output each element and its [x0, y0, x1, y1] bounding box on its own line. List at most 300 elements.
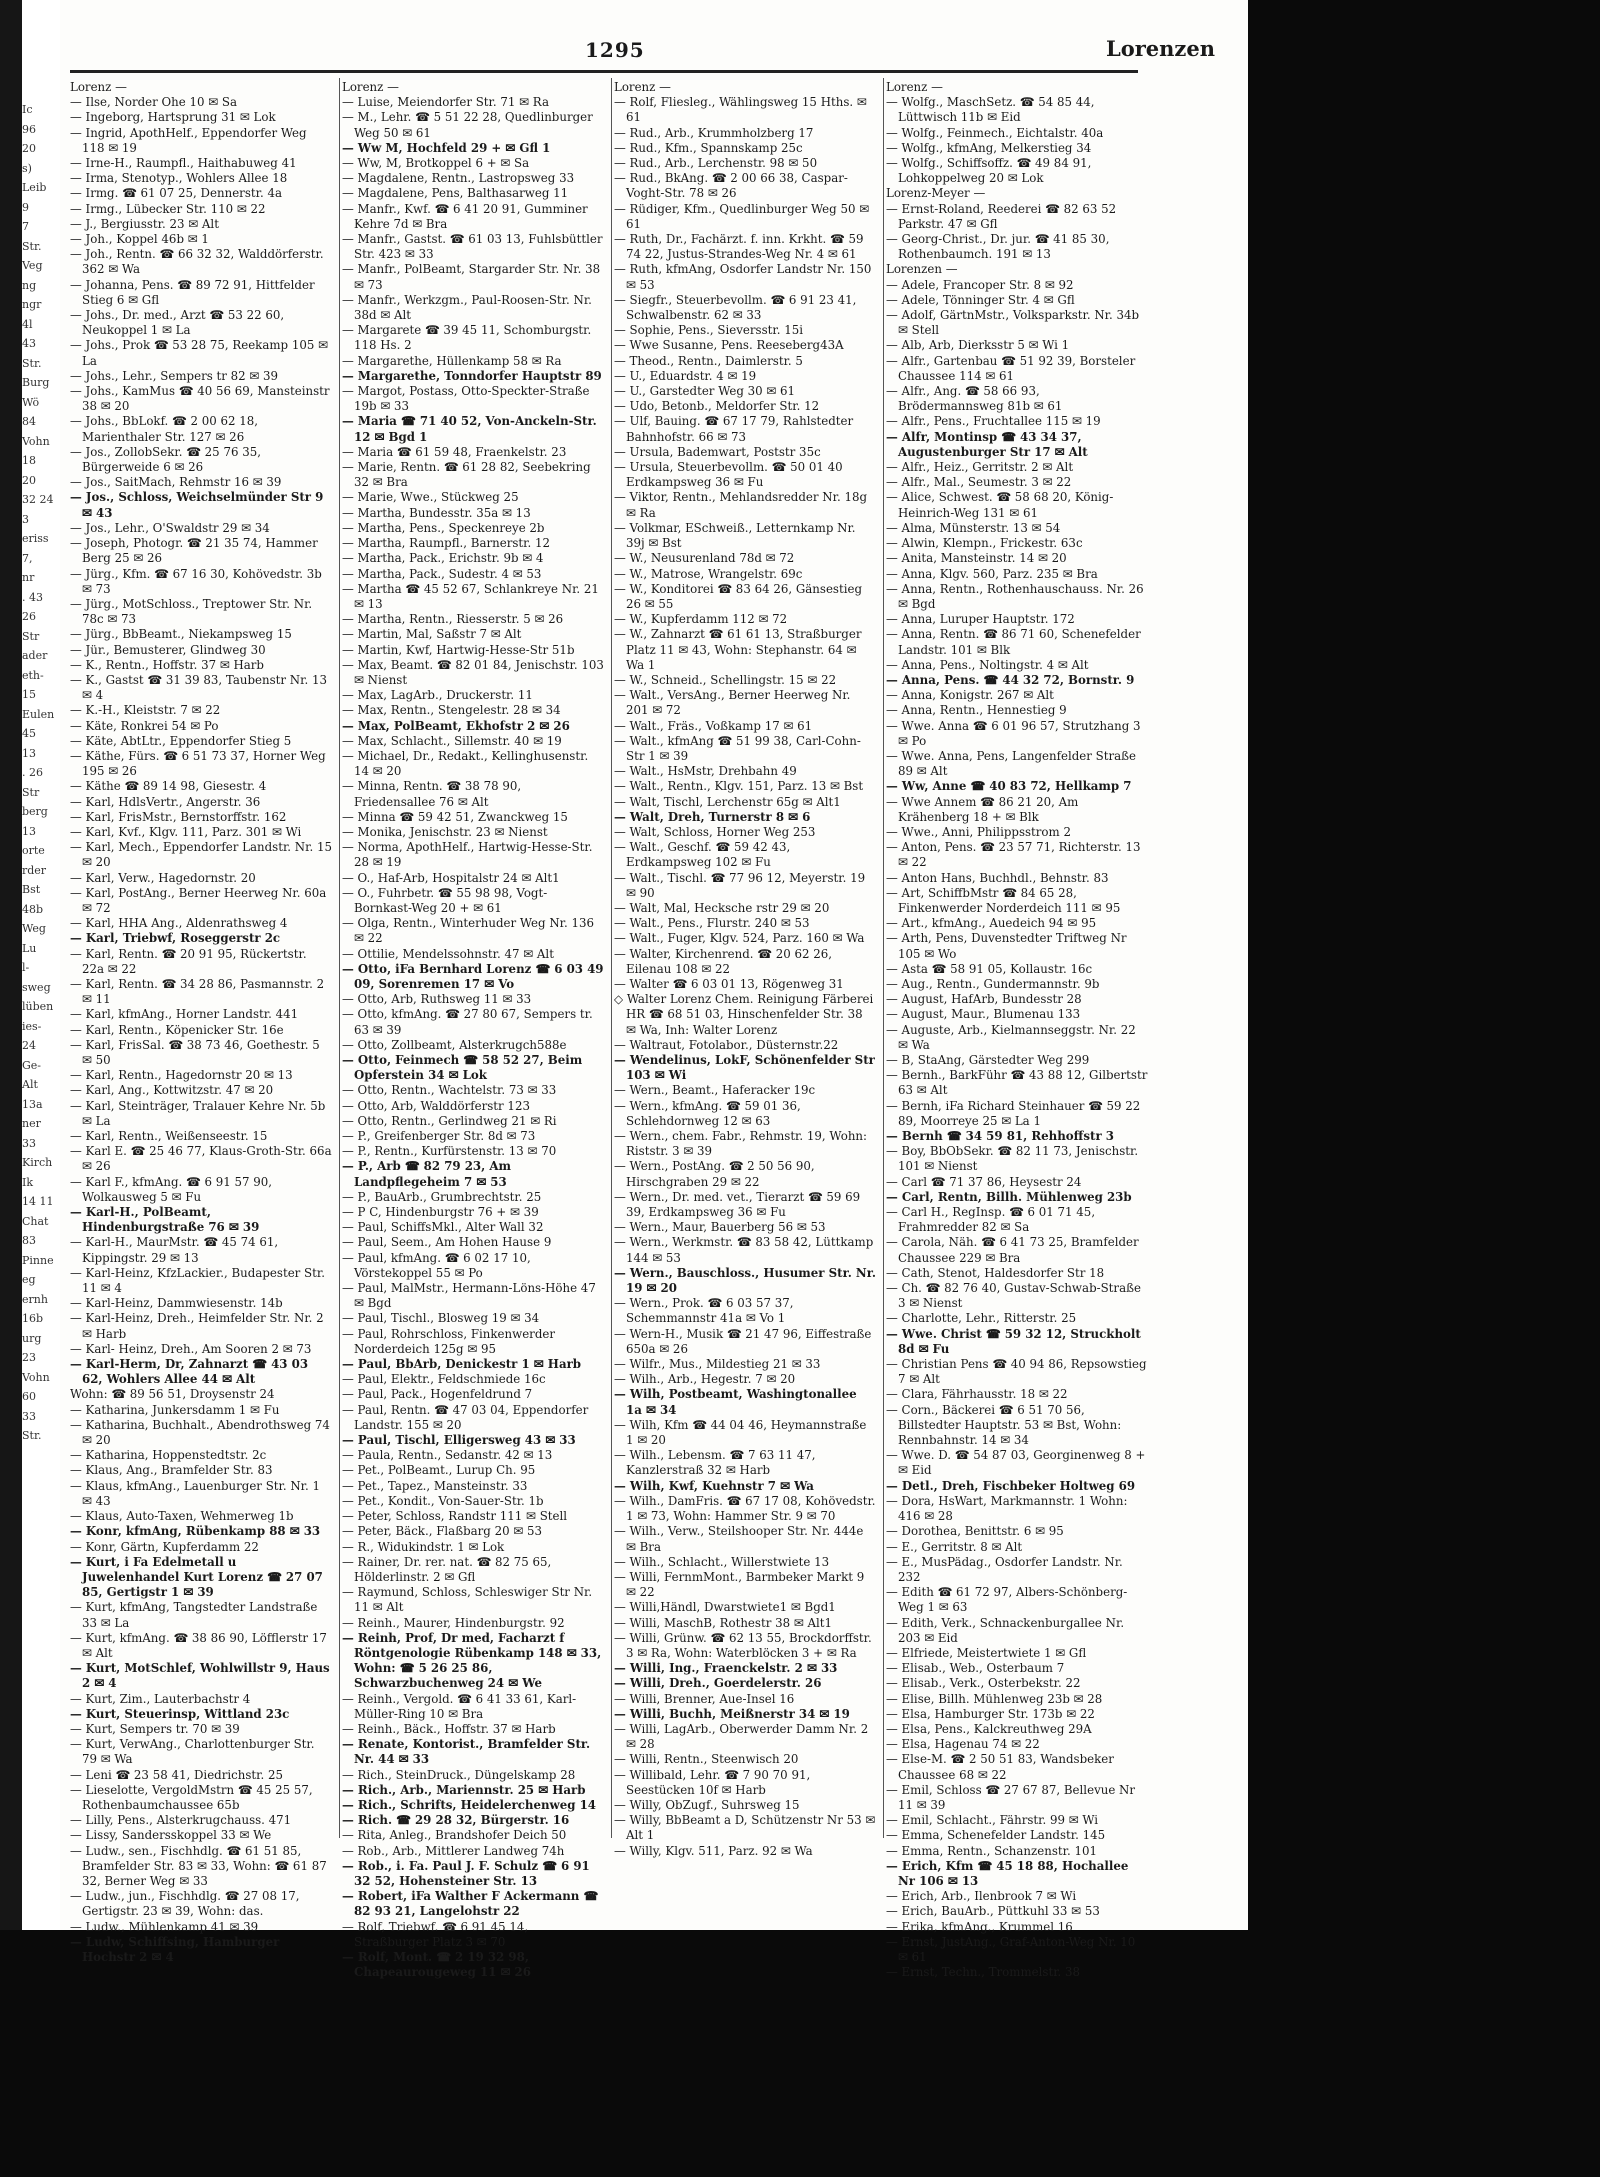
directory-entry: Lorenz — [886, 80, 943, 94]
directory-entry: — Paul, Tischl., Blosweg 19 ✉ 34 [342, 1311, 540, 1326]
directory-entry: — Martha ☎ 45 52 67, Schlankreye Nr. 21 ✉ 13 [342, 581, 599, 611]
directory-entry: — Martha, Rentn., Riesserstr. 5 ✉ 26 [342, 612, 564, 627]
directory-entry: — Martin, Mal, Saßstr 7 ✉ Alt [342, 627, 522, 642]
header-rule [70, 70, 1138, 73]
directory-entry: — Jos., Schloss, Weichselmünder Str 9 ✉ 43 [70, 490, 324, 520]
directory-entry: — Otto, Arb, Ruthsweg 11 ✉ 33 [342, 992, 532, 1007]
directory-entry: — Karl, Kvf., Klgv. 111, Parz. 301 ✉ Wi [70, 824, 302, 839]
strip-fragment: 48b [22, 902, 44, 916]
directory-entry: — Max, Beamt. ☎ 82 01 84, Jenischstr. 103 ✉ Nienst [342, 657, 604, 687]
directory-entry: — Wilfr., Mus., Mildestieg 21 ✉ 33 [614, 1357, 821, 1372]
directory-entry: — Karl, Verw., Hagedornstr. 20 [70, 870, 256, 885]
directory-entry: — Wolfg., Feinmech., Eichtalstr. 40a [886, 125, 1104, 140]
directory-entry: — B, StaAng, Gärstedter Weg 299 [886, 1053, 1090, 1067]
directory-entry: — Luise, Meiendorfer Str. 71 ✉ Ra [342, 95, 549, 110]
directory-entry: — Maria ☎ 71 40 52, Von-Anckeln-Str. 12 ✉ Bgd 1 [342, 414, 597, 444]
directory-entry: — Ww M, Hochfeld 29 + ✉ Gfl 1 [342, 140, 551, 155]
directory-entry: — Max, LagArb., Druckerstr. 11 [342, 688, 533, 703]
directory-entry: — Rud., Arb., Lerchenstr. 98 ✉ 50 [614, 156, 818, 171]
directory-entry: — Monika, Jenischstr. 23 ✉ Nienst [342, 824, 548, 839]
directory-entry: — Max, PolBeamt, Ekhofstr 2 ✉ 26 [342, 718, 570, 733]
directory-entry: — Michael, Dr., Redakt., Kellinghusenstr. 14 ✉ 20 [342, 748, 589, 779]
directory-entry: Lorenz — [614, 80, 671, 94]
strip-fragment: Str [22, 785, 40, 799]
strip-fragment: Bst [22, 883, 41, 896]
strip-fragment: Str. [22, 1429, 42, 1442]
directory-entry: — W., Kupferdamm 112 ✉ 72 [614, 612, 788, 627]
directory-entry: — Adele, Francoper Str. 8 ✉ 92 [886, 277, 1074, 292]
strip-fragment: berg [22, 805, 48, 818]
directory-entry: — Willy, BbBeamt a D, Schützenstr Nr 53 ✉ Alt 1 [614, 1813, 876, 1843]
strip-fragment: Kirch [22, 1156, 53, 1169]
directory-entry: — Walt., Geschf. ☎ 59 42 43, Erdkampsweg 102 ✉ Fu [614, 840, 791, 870]
directory-entry: — Erich, Kfm ☎ 45 18 88, Hochallee Nr 106 ✉ 13 [886, 1858, 1129, 1888]
directory-entry: — Joh., Rentn. ☎ 66 32 32, Walddörferstr. 362 ✉ Wa [70, 247, 324, 277]
directory-entry: — E., MusPädag., Osdorfer Landstr. Nr. 232 [886, 1554, 1123, 1584]
directory-entry: — Willi, Brenner, Aue-Insel 16 [614, 1691, 795, 1706]
directory-entry: — Art., kfmAng., Auedeich 94 ✉ 95 [886, 916, 1097, 931]
directory-entry: — Emma, Rentn., Schanzenstr. 101 [886, 1843, 1097, 1858]
directory-entry: — Martin, Kwf, Hartwig-Hesse-Str 51b [342, 642, 575, 657]
directory-column-1 [70, 80, 332, 1965]
directory-entry: — Karl, PostAng., Berner Heerweg Nr. 60a ✉ 72 [70, 885, 327, 915]
directory-entry: — P., BauArb., Grumbrechtstr. 25 [342, 1189, 542, 1204]
directory-entry: — W., Zahnarzt ☎ 61 61 13, Straßburger Platz 11 ✉ 43, Wohn: Stephanstr. 64 ✉ Wa 1 [614, 627, 862, 672]
directory-entry: — Emil, Schlacht., Fährstr. 99 ✉ Wi [886, 1813, 1099, 1828]
directory-entry: — Kurt, kfmAng, Tangstedter Landstraße 33 ✉ La [70, 1600, 318, 1630]
directory-entry: — Otto, Rentn., Wachtelstr. 73 ✉ 33 [342, 1083, 557, 1098]
directory-entry: — Karl-Heinz, Dammwiesenstr. 14b [70, 1296, 283, 1311]
directory-entry: — Ingeborg, Hartsprung 31 ✉ Lok [70, 110, 276, 125]
directory-entry: — Johs., Dr. med., Arzt ☎ 53 22 60, Neukoppel 1 ✉ La [70, 308, 285, 338]
strip-fragment: 13 [22, 746, 36, 760]
directory-entry: — Wolfg., kfmAng, Melkerstieg 34 [886, 140, 1092, 155]
directory-entry: — Manfr., PolBeamt, Stargarder Str. Nr. 38 ✉ 73 [342, 262, 601, 292]
directory-entry: — Otto, Zollbeamt, Alsterkrugch588e [342, 1037, 567, 1052]
directory-entry: — Anna, Pens. ☎ 44 32 72, Bornstr. 9 [886, 672, 1135, 687]
directory-entry: — Jos., ZollobSekr. ☎ 25 76 35, Bürgerweide 6 ✉ 26 [70, 444, 261, 475]
strip-fragment: 83 [22, 1234, 36, 1247]
directory-entry: — Wilh, Kfm ☎ 44 04 46, Heymannstraße 1 ✉ 20 [614, 1417, 867, 1448]
strip-fragment: Str [22, 629, 40, 643]
directory-entry: — Volkmar, ESchweiß., Letternkamp Nr. 39j ✉ Bst [614, 520, 856, 551]
directory-entry: — Bernh, iFa Richard Steinhauer ☎ 59 22 89, Moorreye 25 ✉ La 1 [886, 1098, 1141, 1128]
directory-entry: — Johanna, Pens. ☎ 89 72 91, Hittfelder Stieg 6 ✉ Gfl [70, 277, 315, 307]
directory-entry: — Margarethe, Tonndorfer Hauptstr 89 [342, 368, 602, 383]
directory-entry: — Else-M. ☎ 2 50 51 83, Wandsbeker Chaussee 68 ✉ 22 [886, 1752, 1114, 1782]
directory-entry: — Dora, HsWart, Markmannstr. 1 Wohn: 416 ✉ 28 [886, 1493, 1128, 1524]
directory-entry: — W., Konditorei ☎ 83 64 26, Gänsestieg 26 ✉ 55 [614, 581, 863, 611]
directory-entry: — Ludw, Schiffsing, Hamburger Hochstr 2 ✉ 4 [70, 1934, 280, 1964]
strip-fragment: 4l [22, 317, 33, 331]
directory-entry: — Karl, Ang., Kottwitzstr. 47 ✉ 20 [70, 1083, 274, 1098]
directory-entry: — Anna, Klgv. 560, Parz. 235 ✉ Bra [886, 566, 1098, 581]
directory-entry: — Pet., Tapez., Mansteinstr. 33 [342, 1478, 528, 1493]
directory-entry: — Johs., BbLokf. ☎ 2 00 62 18, Marienthaler Str. 127 ✉ 26 [70, 414, 259, 444]
directory-entry: — Klaus, kfmAng., Lauenburger Str. Nr. 1 ✉ 43 [70, 1478, 321, 1508]
strip-fragment: orte [22, 844, 45, 857]
strip-fragment: Lu [22, 941, 37, 955]
directory-entry: — Karl, FrisMstr., Bernstorffstr. 162 [70, 809, 287, 824]
directory-entry: — Rüdiger, Kfm., Quedlinburger Weg 50 ✉ 61 [614, 201, 870, 231]
directory-entry: — Bernh ☎ 34 59 81, Rehhoffstr 3 [886, 1129, 1114, 1144]
strip-fragment: ngr [22, 298, 42, 311]
directory-entry: — Edith ☎ 61 72 97, Albers-Schönberg-Weg 1 ✉ 63 [886, 1585, 1128, 1615]
directory-entry: — Karl, Rentn. ☎ 20 91 95, Rückertstr. 22a ✉ 22 [70, 946, 307, 976]
directory-entry: — Otto, Arb, Walddörferstr 123 [342, 1098, 530, 1113]
directory-entry: — P., Arb ☎ 82 79 23, Am Landpflegeheim 7 ✉ 53 [342, 1159, 511, 1189]
directory-entry: — Rich., SteinDruck., Düngelskamp 28 [342, 1767, 576, 1782]
directory-entry: — Karl F., kfmAng. ☎ 6 91 57 90, Wolkausweg 5 ✉ Fu [70, 1174, 273, 1204]
strip-fragment: eriss [22, 532, 49, 545]
directory-entry: — Wendelinus, LokF, Schönenfelder Str 103 ✉ Wi [614, 1053, 875, 1083]
directory-entry: — Emil, Schloss ☎ 27 67 87, Bellevue Nr 11 ✉ 39 [886, 1782, 1136, 1812]
strip-fragment: 15 [22, 688, 36, 701]
directory-entry: — Karl, Triebwf, Roseggerstr 2c [70, 931, 281, 946]
directory-entry: — Walt., HsMstr, Drehbahn 49 [614, 764, 797, 779]
directory-entry: — Siegfr., Steuerbevollm. ☎ 6 91 23 41, Schwalbenstr. 62 ✉ 33 [614, 292, 857, 323]
directory-entry: — Karl- Heinz, Dreh., Am Sooren 2 ✉ 73 [70, 1341, 312, 1356]
strip-fragment: Ge- [22, 1058, 42, 1072]
strip-fragment: eth- [22, 668, 44, 682]
strip-fragment: Ic [22, 103, 33, 116]
strip-fragment: 33 [22, 1136, 36, 1150]
directory-entry: — Otto, Feinmech ☎ 58 52 27, Beim Opferstein 34 ✉ Lok [342, 1053, 583, 1083]
column-divider [883, 78, 884, 1838]
directory-entry: — Karl, Rentn. ☎ 34 28 86, Pasmannstr. 2 ✉ 11 [70, 976, 325, 1007]
directory-entry: — Cath, Stenot, Haldesdorfer Str 18 [886, 1265, 1105, 1280]
directory-entry: — Ulf, Bauing. ☎ 67 17 79, Rahlstedter Bahnhofstr. 66 ✉ 73 [614, 414, 854, 444]
directory-entry: — Minna ☎ 59 42 51, Zwanckweg 15 [342, 809, 568, 824]
strip-fragment: 23 [22, 1351, 36, 1364]
strip-fragment: Veg [22, 259, 43, 272]
directory-entry: — Corn., Bäckerei ☎ 6 51 70 56, Billstedter Hauptstr. 53 ✉ Bst, Wohn: Rennbahnstr. 14 ✉ 34 [886, 1402, 1122, 1448]
directory-entry: — August, HafArb, Bundesstr 28 [886, 992, 1082, 1007]
directory-entry: — Peter, Bäck., Flaßbarg 20 ✉ 53 [342, 1524, 543, 1539]
directory-entry: — M., Lehr. ☎ 5 51 22 28, Quedlinburger Weg 50 ✉ 61 [342, 110, 593, 140]
directory-entry: — Alfr., Ang. ☎ 58 66 93, Brödermannsweg 81b ✉ 61 [886, 384, 1063, 414]
directory-entry: — Irmg., Lübecker Str. 110 ✉ 22 [70, 201, 266, 216]
directory-entry: — Klaus, Auto-Taxen, Wehmerweg 1b [70, 1509, 294, 1524]
directory-entry: — Magdalene, Rentn., Lastropsweg 33 [342, 171, 575, 186]
directory-entry: — Elisab., Web., Osterbaum 7 [886, 1661, 1065, 1676]
directory-entry: — Elsa, Hamburger Str. 173b ✉ 22 [886, 1706, 1095, 1721]
directory-entry: — Pet., PolBeamt., Lurup Ch. 95 [342, 1463, 536, 1478]
directory-entry: — Waltraut, Fotolabor., Düsternstr.22 [614, 1037, 839, 1052]
directory-entry: — Kurt, Sempers tr. 70 ✉ 39 [70, 1721, 240, 1736]
directory-entry: — P C, Hindenburgstr 76 + ✉ 39 [342, 1205, 539, 1220]
directory-entry: — Karl-Herm, Dr, Zahnarzt ☎ 43 03 62, Wohlers Allee 44 ✉ Alt [70, 1357, 309, 1387]
strip-fragment: Chat [22, 1214, 49, 1228]
directory-entry: — Rich., Schrifts, Heidelerchenweg 14 [342, 1797, 596, 1812]
directory-entry: — Johs., KamMus ☎ 40 56 69, Mansteinstr 38 ✉ 20 [70, 384, 330, 414]
directory-entry: — Elsa, Pens., Kalckreuthweg 29A [886, 1721, 1092, 1736]
directory-entry: — Manfr., Werkzgm., Paul-Roosen-Str. Nr. 38d ✉ Alt [342, 292, 592, 323]
directory-entry: — Wilh., Schlacht., Willerstwiete 13 [614, 1554, 830, 1569]
directory-entry: — Alfr., Gartenbau ☎ 51 92 39, Borsteler Chaussee 114 ✉ 61 [886, 353, 1136, 383]
directory-entry: — Elfriede, Meistertwiete 1 ✉ Gfl [886, 1645, 1087, 1660]
directory-entry: — Irmg. ☎ 61 07 25, Dennerstr. 4a [70, 186, 282, 201]
directory-entry: — Rainer, Dr. rer. nat. ☎ 82 75 65, Hölderlinstr. 2 ✉ Gfl [342, 1554, 552, 1584]
directory-entry: — Anna, Rentn. ☎ 86 71 60, Schenefelder Landstr. 101 ✉ Blk [886, 627, 1141, 657]
directory-entry: — Karl-Heinz, KfzLackier., Budapester Str. 11 ✉ 4 [70, 1265, 325, 1296]
directory-entry: — Wern., Prok. ☎ 6 03 57 37, Schemmannstr 41a ✉ Vo 1 [614, 1296, 794, 1326]
directory-entry: — Karl, Rentn., Weißenseestr. 15 [70, 1129, 268, 1144]
directory-entry: — Wwe. Anna ☎ 6 01 96 57, Strutzhang 3 ✉ Po [886, 718, 1141, 748]
directory-entry: — Robert, iFa Walther F Ackermann ☎ 82 93 21, Langelohstr 22 [342, 1889, 599, 1919]
directory-entry: — Walt., VersAng., Berner Heerweg Nr. 201 ✉ 72 [614, 688, 851, 718]
directory-entry: — Margot, Postass, Otto-Speckter-Straße 19b ✉ 33 [342, 384, 590, 414]
directory-entry: — Theod., Rentn., Daimlerstr. 5 [614, 353, 803, 368]
directory-entry: — Katharina, Buchhalt., Abendrothsweg 74 ✉ 20 [70, 1417, 330, 1448]
directory-entry: — Karl, HHA Ang., Aldenrathsweg 4 [70, 916, 288, 931]
directory-entry: — Erika, kfmAng., Krummel 16 [886, 1919, 1073, 1934]
directory-entry: — Jos., SaitMach, Rehmstr 16 ✉ 39 [70, 475, 282, 490]
directory-entry: — O., Fuhrbetr. ☎ 55 98 98, Vogt-Bornkast-Weg 20 + ✉ 61 [342, 885, 548, 915]
directory-entry: — P., Rentn., Kurfürstenstr. 13 ✉ 70 [342, 1144, 557, 1159]
directory-entry: — Paul, Rohrschloss, Finkenwerder Norderdeich 125g ✉ 95 [342, 1326, 555, 1356]
strip-fragment: 7 [22, 220, 29, 233]
directory-entry: — Erich, BauArb., Püttkuhl 33 ✉ 53 [886, 1904, 1100, 1919]
page-number: 1295 [585, 38, 645, 62]
directory-entry: — Adolf, GärtnMstr., Volksparkstr. Nr. 34b ✉ Stell [886, 308, 1140, 338]
strip-fragment: . 26 [22, 766, 43, 779]
directory-entry: — Wwe. Christ ☎ 59 32 12, Struckholt 8d ✉ Fu [886, 1326, 1141, 1356]
directory-entry: — Lieselotte, VergoldMstrn ☎ 45 25 57, Rothenbaumchaussee 65b [70, 1782, 313, 1812]
directory-entry: — Charlotte, Lehr., Ritterstr. 25 [886, 1311, 1077, 1326]
strip-fragment: 32 24 [22, 493, 54, 506]
directory-entry: — Käthe ☎ 89 14 98, Giesestr. 4 [70, 779, 267, 794]
directory-entry: — Reinh., Maurer, Hindenburgstr. 92 [342, 1615, 565, 1630]
directory-entry: — Wern., Dr. med. vet., Tierarzt ☎ 59 69 39, Erdkampsweg 36 ✉ Fu [614, 1189, 861, 1220]
previous-page-strip [22, 100, 60, 1860]
directory-entry: — Konr, kfmAng, Rübenkamp 88 ✉ 33 [70, 1524, 321, 1539]
directory-entry: — Asta ☎ 58 91 05, Kollaustr. 16c [886, 961, 1093, 976]
directory-entry: — Walter, Kirchenrend. ☎ 20 62 26, Eilenau 108 ✉ 22 [614, 946, 833, 976]
directory-entry: — Johs., Lehr., Sempers tr 82 ✉ 39 [70, 368, 279, 383]
directory-entry: — Alb, Arb, Dierksstr 5 ✉ Wi 1 [886, 338, 1070, 353]
directory-entry: — Willi, Ing., Fraenckelstr. 2 ✉ 33 [614, 1661, 838, 1676]
directory-entry: — Willy, ObZugf., Suhrsweg 15 [614, 1797, 800, 1812]
directory-entry: — Edith, Verk., Schnackenburgallee Nr. 203 ✉ Eid [886, 1615, 1125, 1645]
strip-fragment: 20 [22, 142, 36, 155]
directory-entry: — Marie, Rentn. ☎ 61 28 82, Seebekring 32 ✉ Bra [342, 460, 591, 490]
directory-entry: — Ernst-Roland, Reederei ☎ 82 63 52 Parkstr. 47 ✉ Gfl [886, 201, 1117, 231]
directory-entry: — August, Maur., Blumenau 133 [886, 1007, 1081, 1022]
directory-entry: — Clara, Fährhausstr. 18 ✉ 22 [886, 1387, 1068, 1402]
directory-entry: — Pet., Kondit., Von-Sauer-Str. 1b [342, 1493, 544, 1508]
directory-entry: — Reinh., Bäck., Hoffstr. 37 ✉ Harb [342, 1721, 556, 1736]
directory-entry: — Viktor, Rentn., Mehlandsredder Nr. 18g ✉ Ra [614, 490, 868, 520]
directory-entry: — Alice, Schwest. ☎ 58 68 20, König-Heinrich-Weg 131 ✉ 61 [886, 490, 1114, 520]
directory-entry: — Walt, Mal, Hecksche rstr 29 ✉ 20 [614, 900, 830, 915]
directory-entry: — Wern., Maur, Bauerberg 56 ✉ 53 [614, 1220, 826, 1235]
directory-entry: — Lilly, Pens., Alsterkrugchauss. 471 [70, 1813, 292, 1828]
directory-entry: — Maria ☎ 61 59 48, Fraenkelstr. 23 [342, 444, 567, 459]
directory-entry: — Käte, Ronkrei 54 ✉ Po [70, 718, 219, 733]
directory-entry: — Manfr., Gastst. ☎ 61 03 13, Fuhlsbüttler Str. 423 ✉ 33 [342, 232, 603, 262]
directory-entry: — Minna, Rentn. ☎ 38 78 90, Friedensallee 76 ✉ Alt [342, 779, 522, 809]
directory-entry: — Peter, Schloss, Randstr 111 ✉ Stell [342, 1509, 568, 1524]
directory-column-2 [342, 80, 604, 1980]
directory-entry: — W., Matrose, Wrangelstr. 69c [614, 566, 803, 581]
strip-fragment: 7, [22, 551, 33, 565]
directory-entry: — Karl, kfmAng., Horner Landstr. 441 [70, 1007, 299, 1022]
directory-column-4 [886, 80, 1148, 1980]
directory-entry: — Martha, Pack., Erichstr. 9b ✉ 4 [342, 551, 544, 566]
directory-entry: — Karl-H., PolBeamt, Hindenburgstraße 76 ✉ 39 [70, 1205, 260, 1235]
directory-entry: — Katharina, Hoppenstedtstr. 2c [70, 1448, 267, 1463]
directory-entry: — Willi, Dreh., Goerdelerstr. 26 [614, 1676, 822, 1691]
strip-fragment: sweg [22, 980, 51, 994]
strip-fragment: lüben [22, 1000, 54, 1013]
strip-fragment: 14 11 [22, 1195, 54, 1208]
directory-entry: — Anita, Mansteinstr. 14 ✉ 20 [886, 551, 1067, 566]
directory-entry: — Max, Rentn., Stengelestr. 28 ✉ 34 [342, 703, 561, 718]
directory-entry: — Christian Pens ☎ 40 94 86, Repsowstieg 7 ✉ Alt [886, 1357, 1147, 1387]
directory-entry: — Paul, Tischl, Elligersweg 43 ✉ 33 [342, 1433, 576, 1448]
directory-entry: — Paul, kfmAng. ☎ 6 02 17 10, Vörstekoppel 55 ✉ Po [342, 1250, 531, 1280]
strip-fragment: 20 [22, 473, 36, 487]
directory-entry: — Max, Schlacht., Sillemstr. 40 ✉ 19 [342, 733, 562, 748]
strip-fragment: ner [22, 1117, 41, 1130]
directory-entry: — Marie, Wwe., Stückweg 25 [342, 490, 519, 505]
directory-entry: — Martha, Pack., Sudestr. 4 ✉ 53 [342, 566, 542, 581]
directory-entry: — Ursula, Bademwart, Poststr 35c [614, 444, 821, 459]
strip-fragment: . 43 [22, 590, 43, 604]
directory-entry: — Karl, Rentn., Köpenicker Str. 16e [70, 1022, 284, 1037]
directory-entry: Lorenz — [70, 80, 127, 94]
directory-entry: — Wern., chem. Fabr., Rehmstr. 19, Wohn: Riststr. 3 ✉ 39 [614, 1129, 868, 1159]
strip-fragment: Alt [22, 1078, 38, 1091]
directory-entry: — Kurt, Steuerinsp, Wittland 23c [70, 1706, 290, 1721]
directory-entry: — Karl, HdlsVertr., Angerstr. 36 [70, 794, 261, 809]
directory-entry: — Rob., i. Fa. Paul J. F. Schulz ☎ 6 91 32 52, Hohensteiner Str. 13 [342, 1858, 590, 1888]
directory-entry: — Wolfg., Schiffsoffz. ☎ 49 84 91, Lohkoppelweg 20 ✉ Lok [886, 156, 1092, 186]
directory-entry: — W., Schneid., Schellingstr. 15 ✉ 22 [614, 672, 837, 687]
directory-entry: — Carola, Näh. ☎ 6 41 73 25, Bramfelder Chaussee 229 ✉ Bra [886, 1235, 1139, 1265]
directory-entry: — Walt, Dreh, Turnerstr 8 ✉ 6 [614, 809, 811, 824]
directory-entry: — Wwe Susanne, Pens. Reeseberg43A [614, 338, 844, 353]
directory-entry: — Dorothea, Benittstr. 6 ✉ 95 [886, 1524, 1064, 1539]
directory-entry: — Arth, Pens, Duvenstedter Triftweg Nr 105 ✉ Wo [886, 931, 1127, 961]
strip-fragment: 45 [22, 727, 36, 740]
directory-entry: — Anton, Pens. ☎ 23 57 71, Richterstr. 13 ✉ 22 [886, 840, 1141, 870]
strip-fragment: 9 [22, 200, 29, 214]
strip-fragment: ies- [22, 1019, 42, 1033]
directory-entry: — Elsa, Hagenau 74 ✉ 22 [886, 1737, 1040, 1752]
directory-entry: — Katharina, Junkersdamm 1 ✉ Fu [70, 1402, 280, 1417]
directory-entry: — Willi,Händl, Dwarstwiete1 ✉ Bgd1 [614, 1600, 836, 1615]
directory-entry: — W., Neusurenland 78d ✉ 72 [614, 551, 795, 566]
strip-fragment: 60 [22, 1390, 36, 1403]
directory-entry: — Wilh., Arb., Hegestr. 7 ✉ 20 [614, 1372, 796, 1387]
strip-fragment: 24 [22, 1039, 36, 1052]
directory-entry: — Anna, Luruper Hauptstr. 172 [886, 612, 1075, 627]
directory-entry: — Anton Hans, Buchhdl., Behnstr. 83 [886, 870, 1109, 885]
strip-fragment: l- [22, 961, 30, 974]
directory-entry: — Leni ☎ 23 58 41, Diedrichstr. 25 [70, 1767, 283, 1782]
directory-entry: — Walter ☎ 6 03 01 13, Rögenweg 31 [614, 976, 844, 991]
directory-entry: — Paul, BbArb, Denickestr 1 ✉ Harb [342, 1357, 582, 1372]
strip-fragment: Vohn [22, 434, 50, 448]
directory-entry: — Ww, Anne ☎ 40 83 72, Hellkamp 7 [886, 779, 1132, 794]
directory-entry: — Emma, Schenefelder Landstr. 145 [886, 1828, 1106, 1843]
directory-entry: — Ch. ☎ 82 76 40, Gustav-Schwab-Straße 3 ✉ Nienst [886, 1281, 1141, 1311]
directory-entry: — Ruth, Dr., Fachärzt. f. inn. Krkht. ☎ 59 74 22, Justus-Strandes-Weg Nr. 4 ✉ 61 [614, 232, 864, 262]
directory-entry: — P., Greifenberger Str. 8d ✉ 73 [342, 1129, 536, 1144]
directory-entry: — Alfr., Mal., Seumestr. 3 ✉ 22 [886, 475, 1072, 490]
directory-entry: — Ilse, Norder Ohe 10 ✉ Sa [70, 95, 238, 110]
directory-entry: — Willi, LagArb., Oberwerder Damm Nr. 2 ✉ 28 [614, 1721, 869, 1752]
directory-entry: — K., Rentn., Hoffstr. 37 ✉ Harb [70, 657, 264, 672]
directory-entry: — Ursula, Steuerbevollm. ☎ 50 01 40 Erdkampsweg 36 ✉ Fu [614, 460, 843, 490]
directory-entry: — Anna, Rentn., Rothenhauschauss. Nr. 26 ✉ Bgd [886, 581, 1144, 611]
directory-entry: — K., Gastst ☎ 31 39 83, Taubenstr Nr. 13 ✉ 4 [70, 672, 327, 703]
directory-entry: — Rita, Anleg., Brandshofer Deich 50 [342, 1828, 567, 1843]
directory-entry: — Anna, Rentn., Hennestieg 9 [886, 703, 1067, 718]
directory-entry: — Georg-Christ., Dr. jur. ☎ 41 85 30, Rothenbaumch. 191 ✉ 13 [886, 232, 1110, 262]
directory-entry: — Rolf, Mont. ☎ 2 19 32 98, Chapeaurougeweg 11 ✉ 26 [342, 1949, 531, 1980]
directory-entry: — O., Haf-Arb, Hospitalstr 24 ✉ Alt1 [342, 870, 560, 885]
directory-entry: — Detl., Dreh, Fischbeker Holtweg 69 [886, 1478, 1136, 1493]
strip-fragment: Vohn [22, 1370, 50, 1384]
directory-entry: — Adele, Tönninger Str. 4 ✉ Gfl [886, 292, 1075, 307]
directory-entry: — Martha, Bundesstr. 35a ✉ 13 [342, 505, 531, 520]
directory-entry: — Sophie, Pens., Sieversstr. 15i [614, 323, 804, 338]
directory-entry: — Wern., PostAng. ☎ 2 50 56 90, Hirschgraben 29 ✉ 22 [614, 1159, 815, 1189]
directory-entry: — Carl ☎ 71 37 86, Heysestr 24 [886, 1174, 1082, 1189]
directory-entry: — Wilh., Lebensm. ☎ 7 63 11 47, Kanzlerstraß 32 ✉ Harb [614, 1448, 816, 1478]
directory-entry: — Wolfg., MaschSetz. ☎ 54 85 44, Lüttwisch 11b ✉ Eid [886, 95, 1095, 125]
directory-entry: — Auguste, Arb., Kielmannseggstr. Nr. 22 ✉ Wa [886, 1022, 1136, 1052]
directory-entry: — Paul, MalMstr., Hermann-Löns-Höhe 47 ✉ Bgd [342, 1281, 596, 1311]
directory-entry: — Reinh., Vergold. ☎ 6 41 33 61, Karl-Müller-Ring 10 ✉ Bra [342, 1691, 577, 1721]
directory-entry: — Wwe. Anna, Pens, Langenfelder Straße 89 ✉ Alt [886, 748, 1137, 779]
directory-entry: — Kurt, kfmAng. ☎ 38 86 90, Löfflerstr 17 ✉ Alt [70, 1630, 327, 1660]
directory-entry: — Ottilie, Mendelssohnstr. 47 ✉ Alt [342, 946, 554, 961]
strip-fragment: 96 [22, 122, 36, 136]
directory-entry: Lorenzen — [886, 262, 958, 277]
directory-entry: — Alma, Münsterstr. 13 ✉ 54 [886, 520, 1061, 535]
directory-entry: — Jos., Lehr., O'Swaldstr 29 ✉ 34 [70, 520, 270, 535]
directory-entry: — Joh., Koppel 46b ✉ 1 [70, 232, 209, 247]
directory-entry: — Anna, Konigstr. 267 ✉ Alt [886, 688, 1054, 703]
directory-entry: — Rob., Arb., Mittlerer Landweg 74h [342, 1843, 565, 1858]
strip-fragment: Eulen [22, 707, 55, 721]
directory-entry: — Alfr., Heiz., Gerritstr. 2 ✉ Alt [886, 460, 1074, 475]
strip-fragment: Str. [22, 356, 42, 370]
directory-entry: — Wern-H., Musik ☎ 21 47 96, Eiffestraße 650a ✉ 26 [614, 1326, 872, 1356]
directory-entry: — Wwe. D. ☎ 54 87 03, Georginenweg 8 + ✉ Eid [886, 1448, 1146, 1478]
directory-entry: — U., Garstedter Weg 30 ✉ 61 [614, 384, 796, 399]
strip-fragment: Str. [22, 239, 42, 253]
directory-entry: — Kurt, MotSchlef, Wohlwillstr 9, Haus 2 ✉ 4 [70, 1661, 330, 1691]
directory-entry: Lorenz-Meyer — [886, 186, 986, 201]
directory-entry: — Walt., Tischl. ☎ 77 96 12, Meyerstr. 19 ✉ 90 [614, 870, 866, 900]
directory-entry: — R., Widukindstr. 1 ✉ Lok [342, 1539, 505, 1554]
directory-entry: — Klaus, Ang., Bramfelder Str. 83 [70, 1463, 273, 1478]
directory-entry: — Elisab., Verk., Osterbekstr. 22 [886, 1676, 1081, 1691]
directory-entry: — Martha, Pens., Speckenreye 2b [342, 520, 545, 535]
directory-entry: — Wern., kfmAng. ☎ 59 01 36, Schlehdornweg 12 ✉ 63 [614, 1098, 801, 1128]
directory-entry: — Rolf, Fliesleg., Wählingsweg 15 Hths. ✉ 61 [614, 95, 867, 125]
directory-entry: — Willi, FernmMont., Barmbeker Markt 9 ✉ 22 [614, 1569, 865, 1600]
strip-fragment: 43 [22, 337, 36, 350]
directory-entry: — Paul, Pack., Hogenfeldrund 7 [342, 1387, 533, 1402]
directory-entry: — Willi, MaschB, Rothestr 38 ✉ Alt1 [614, 1615, 833, 1630]
directory-entry: — Manfr., Kwf. ☎ 6 41 20 91, Gumminer Kehre 7d ✉ Bra [342, 201, 588, 231]
